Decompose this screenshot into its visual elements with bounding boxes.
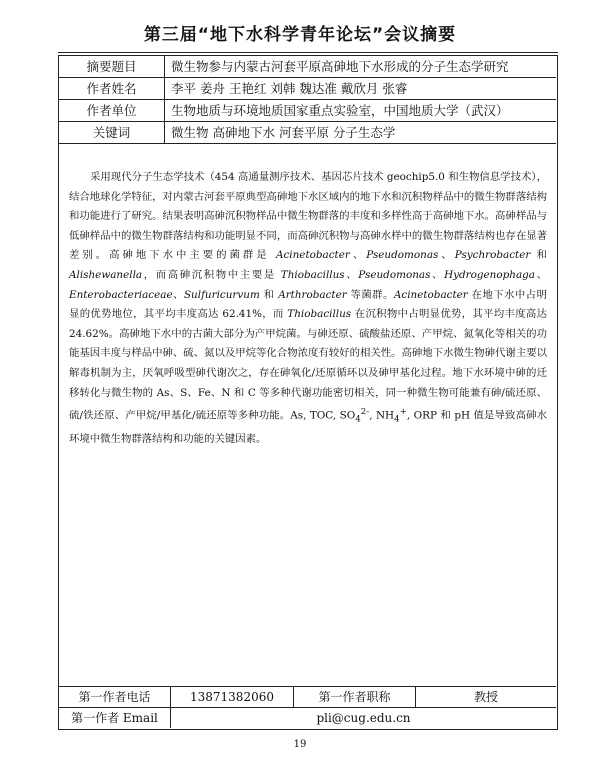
genus-name: Enterobacteriaceae (69, 288, 173, 301)
genus-name: Psychrobacter (454, 249, 531, 262)
superscript: + (399, 407, 407, 418)
phone-label: 第一作者电话 (59, 687, 171, 707)
abstract-text-2: ，而高砷沉积物中主要是 (142, 268, 276, 281)
page-number: 19 (293, 739, 307, 750)
abstract-text-4: 在地下水中占明显的优势地位，其平均丰度高达 62.41%，而 (69, 288, 548, 321)
keywords-value: 微生物 高砷地下水 河套平原 分子生态学 (171, 125, 396, 140)
title-label: 摘要题目 (59, 56, 165, 77)
email-label: 第一作者 Email (59, 708, 171, 728)
authors-label: 作者姓名 (59, 78, 165, 99)
genus-name: Hydrogenophaga (444, 268, 536, 281)
abstract-text-7: , ORP 和 pH 值是导致高砷水环境中微生物群落结构和功能的关键因素。 (69, 409, 547, 446)
title-rule (58, 52, 558, 53)
unit-label: 作者单位 (59, 100, 165, 121)
rank-label: 第一作者职称 (294, 687, 416, 707)
abstract-body: 采用现代分子生态学技术（454 高通量测序技术、基因芯片技术 geochip5.0 和生物信息学技术），结合地球化学特征，对内蒙古河套平原典型高砷地下水区域内的地下水和沉积物样品中的微生物群落结构和功能进行了研究。结果表明高砷沉积物样品中微生物群落的丰度和多样性高于高砷地下水。高砷样品与低砷样品中的微生物群落结构和功能明显不同，而高砷沉积物与高砷水样中的微生物群落结构也存在显著差别。高砷地下水中主要的菌群是 Acinetobacter、Pseudomonas、Psychrobacter 和 Alishewanella，而高砷沉积物中主要是 Thiobacillus、Pseudomonas、Hydrogenophaga、Enterobacteriaceae、Sulfuricurvum 和 Arthrobacter 等菌群。Acinetobacter 在地下水中占明显的优势地位，其平均丰度高达 62.41%，而 Thiobacillus 在沉积物中占明显优势，其平均丰度高达 24.62%。高砷地下水中的古菌大部分为产甲烷菌。与砷还原、硫酸盐还原、产甲烷、氮氧化等相关的功能基因丰度与样品中砷、硫、氮以及甲烷等化合物浓度有较好的相关性。高砷地下水微生物砷代谢主要以解毒机制为主，厌氧呼吸型砷代谢次之，存在砷氧化/还原循环以及砷甲基化过程。地下水环境中砷的迁移转化与微生物的 As、S、Fe、N 和 C 等多种代谢功能密切相关，同一种微生物可能兼有砷/硫还原、硫/铁还原、产甲烷/甲基化/硫还原等多种功能。As, TOC, $SO_4^{2-}$, $NH_4^+$, ORP 和 pH 值是导致高砷水环境中微生物群落结构和功能的关键因素。 (69, 171, 548, 446)
unit-value: 生物地质与环境地质国家重点实验室，中国地质大学（武汉） (171, 103, 509, 118)
genus-name: Acinetobacter (275, 249, 350, 262)
abstract-text-1: 采用现代分子生态学技术（454 高通量测序技术、基因芯片技术 geochip5.0 和生物信息学技术），结合地球化学特征，对内蒙古河套平原典型高砷地下水区域内的地下水和沉积物样品中的微生物群落结构和功能进行了研究。结果表明高砷沉积物样品中微生物群落的丰度和多样性高于高砷地下水。高砷样品与低砷样品中的微生物群落结构和功能明显不同，而高砷沉积物与高砷水样中的微生物群落结构也存在显著差别。高砷地下水中主要的菌群是 (69, 171, 547, 262)
genus-name: Acinetobacter (393, 288, 468, 301)
title-row (59, 56, 556, 78)
genus-name: Thiobacillus (287, 308, 352, 321)
subscript: 4 (355, 414, 361, 425)
title-value: 微生物参与内蒙古河套平原高砷地下水形成的分子生态学研究 (171, 59, 509, 74)
authors-value: 李平 姜舟 王艳红 刘韩 魏达准 戴欣月 张睿 (171, 81, 408, 96)
document-title: 第三届“地下水科学青年论坛”会议摘要 (143, 25, 457, 45)
genus-name: Arthrobacter (278, 288, 347, 301)
phone-row (59, 686, 556, 707)
genus-name: Thiobacillus (280, 268, 345, 281)
genus-name: Pseudomonas (358, 268, 431, 281)
abstract-text-6: , NH (369, 409, 395, 422)
superscript: 2- (360, 407, 370, 418)
conjunction: 和 (263, 288, 275, 301)
genus-name: Pseudomonas (366, 249, 439, 262)
abstract-text-5: 在沉积物中占明显优势，其平均丰度高达 24.62%。高砷地下水中的古菌大部分为产甲烷菌。与砷还原、硫酸盐还原、产甲烷、氮氧化等相关的功能基因丰度与样品中砷、硫、氮以及甲烷等化合物浓度有较好的相关性。高砷地下水微生物砷代谢主要以解毒机制为主，厌氧呼吸型砷代谢次之，存在砷氧化/还原循环以及砷甲基化过程。地下水环境中砷的迁移转化与微生物的 As、S、Fe、N 和 C 等多种代谢功能密切相关，同一种微生物可能兼有砷/硫还原、硫/铁还原、产甲烷/甲基化/硫还原等多种功能。As, TOC, SO (69, 308, 547, 422)
email-row (59, 707, 556, 728)
unit-row (59, 100, 556, 122)
phone-value: 13871382060 (171, 687, 294, 707)
keywords-row (59, 122, 556, 144)
subscript: 4 (394, 414, 400, 425)
keywords-label: 关键词 (59, 122, 165, 143)
genus-name: Sulfuricurvum (183, 288, 260, 301)
authors-row (59, 78, 556, 100)
email-value: pli@cug.edu.cn (316, 711, 411, 725)
genus-name: Alishewanella (69, 268, 143, 281)
conjunction: 和 (536, 249, 548, 262)
abstract-text-3: 等菌群。 (350, 288, 394, 301)
abstract-form (58, 55, 558, 730)
rank-value: 教授 (473, 690, 498, 704)
